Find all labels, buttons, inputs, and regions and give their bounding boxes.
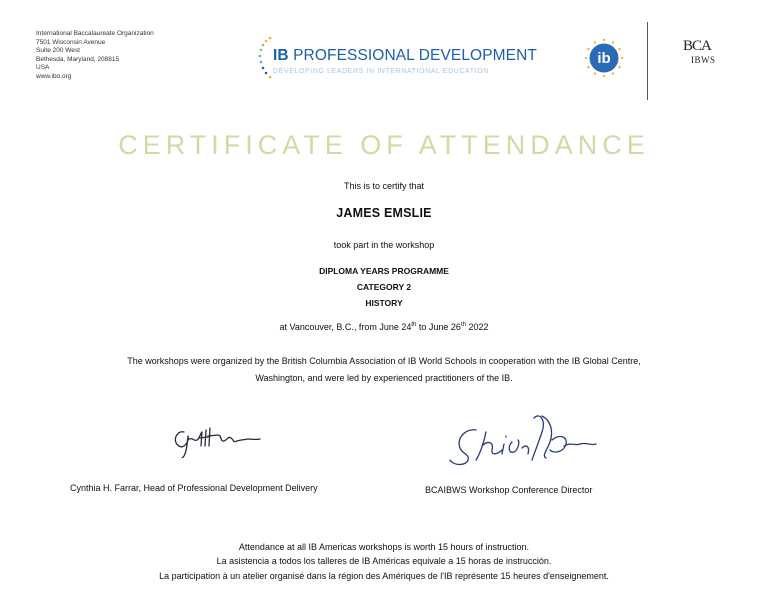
programme-name: DIPLOMA YEARS PROGRAMME [319, 266, 449, 276]
organized-by-line-2: Washington, and were led by experienced practitioners of the IB. [255, 373, 513, 383]
address-line: www.ibo.org [36, 72, 72, 80]
address-line: 7501 Wisconsin Avenue [36, 38, 106, 46]
recipient-name: JAMES EMSLIE [336, 206, 432, 220]
organized-by-line-1: The workshops were organized by the British Columbia Association of IB World Schools in cooperation with the IB Global Centre, [127, 356, 641, 366]
footer-note-english: Attendance at all IB Americas workshops is worth 15 hours of instruction. [238, 542, 530, 552]
ibws-logo-text: IBWS [691, 55, 716, 65]
footer-note-spanish: La asistencia a todos los talleres de IB Américas equivale a 15 horas de instrucción. [216, 556, 552, 566]
date-start-suffix: th [411, 322, 417, 328]
address-line: Bethesda, Maryland, 208815 [36, 55, 120, 63]
footer-note-french: La participation à un atelier organisé dans la région des Amériques de l'IB représente 15 heures d'enseignement. [159, 571, 609, 581]
ibpd-title [273, 47, 537, 65]
left-signature-image [170, 418, 290, 458]
ib-logo-text: ib [597, 50, 611, 67]
bcaibws-logo [683, 38, 719, 72]
right-signer-title: BCAIBWS Workshop Conference Director [425, 485, 593, 495]
programme-subject: HISTORY [365, 298, 403, 308]
address-line: International Baccalaureate Organization [36, 30, 154, 37]
certificate-title: CERTIFICATE OF ATTENDANCE [118, 130, 650, 160]
right-signature-image [446, 410, 606, 472]
left-signer-name: Cynthia H. Farrar, Head of Professional Development Delivery [70, 483, 318, 493]
ib-logo-icon [584, 38, 624, 78]
certify-text: This is to certify that [343, 181, 425, 191]
location-middle: to June 26 [416, 322, 461, 332]
ibpd-ib-prefix: IB [273, 47, 289, 64]
programme-category: CATEGORY 2 [356, 282, 412, 292]
ibpd-title-text: PROFESSIONAL DEVELOPMENT [288, 47, 537, 64]
issuer-address [36, 30, 154, 82]
location-prefix: at Vancouver, B.C., from June 24 [279, 322, 412, 332]
location-year: 2022 [465, 322, 489, 332]
took-part-text: took part in the workshop [333, 240, 435, 250]
address-line: Suite 200 West [36, 47, 80, 55]
date-end-suffix: th [460, 322, 466, 328]
ibpd-tagline: DEVELOPING LEADERS IN INTERNATIONAL EDUCATION [273, 68, 489, 75]
bca-logo-text: BCA [683, 38, 711, 54]
header-divider [647, 22, 648, 100]
ib-professional-development-logo [256, 30, 537, 82]
address-line: USA [36, 64, 50, 72]
workshop-location-dates [0, 322, 768, 332]
